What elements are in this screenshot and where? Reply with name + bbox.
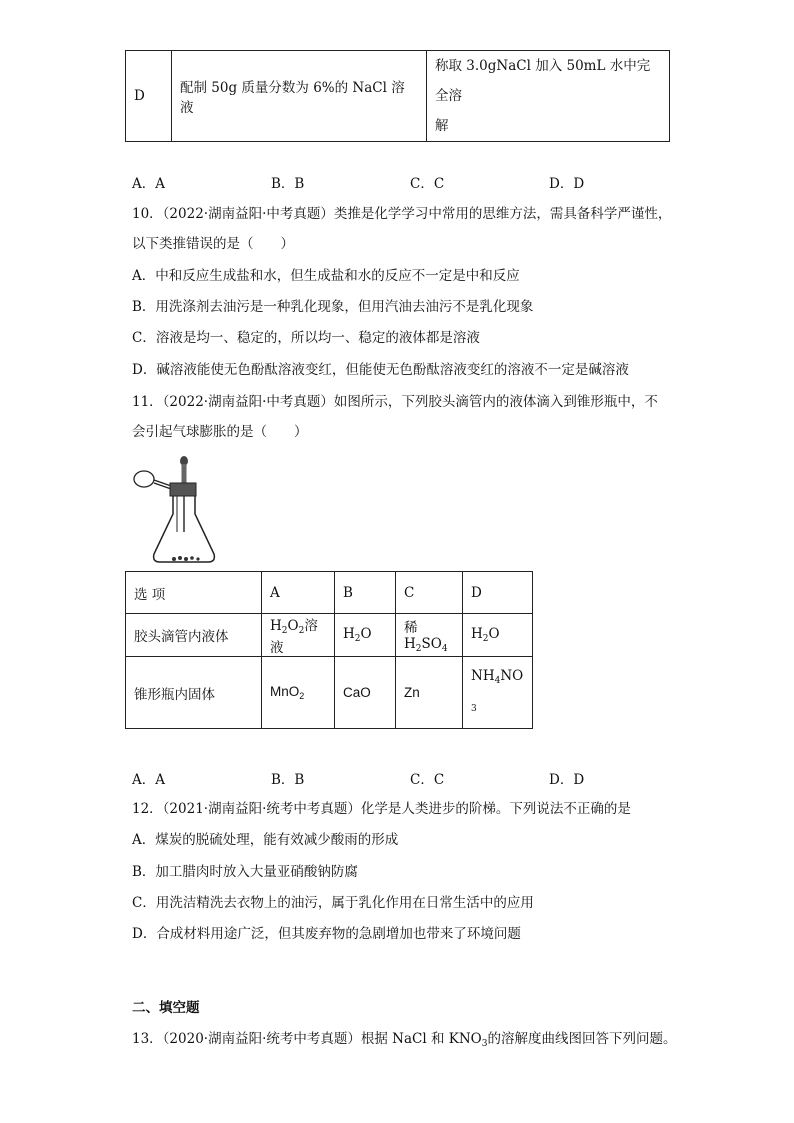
q10-option-a: A．中和反应生成盐和水，但生成盐和水的反应不一定是中和反应 — [132, 268, 520, 284]
q9-method-line1: 称取 3.0gNaCl 加入 50mL 水中完全溶 — [435, 58, 651, 104]
q13-stem: 13．（2020·湖南益阳·统考中考真题）根据 NaCl 和 $KNO_3$的溶解度曲线图回答下列问题。 — [132, 1031, 677, 1049]
q9-table — [125, 50, 670, 142]
q9-options — [132, 172, 652, 192]
q9-row-method — [427, 51, 670, 142]
balloon-icon — [134, 471, 154, 487]
q11-options — [132, 768, 652, 788]
stopper-icon — [170, 483, 196, 496]
q9-option-b: B．B — [271, 176, 305, 192]
q11-option-d: D．D — [549, 772, 585, 788]
q11-stem-line1: 11．（2022·湖南益阳·中考真题）如图所示，下列胶头滴管内的液体滴入到锥形瓶中，不 — [132, 394, 658, 410]
q10-option-b: B．用洗涤剂去油污是一种乳化现象，但用汽油去油污不是乳化现象 — [132, 299, 534, 315]
q9-method-line2: 解 — [435, 118, 449, 134]
q11-row2-label: 锥形瓶内固体 — [126, 657, 262, 729]
q11-row2-d: $NH_4NO$ 3 — [463, 657, 533, 729]
q10-option-d: D．碱溶液能使无色酚酞溶液变红，但能使无色酚酞溶液变红的溶液不一定是碱溶液 — [132, 362, 629, 378]
q11-table — [125, 571, 533, 729]
q10-stem-line1: 10．（2022·湖南益阳·中考真题）类推是化学学习中常用的思维方法，需具备科学严谨性， — [132, 206, 672, 222]
q12-option-d: D．合成材料用途广泛，但其废弃物的急剧增加也带来了环境问题 — [132, 926, 521, 942]
q12-option-b: B．加工腊肉时放入大量亚硝酸钠防腐 — [132, 864, 358, 880]
q11-row2-b: CaO — [335, 657, 396, 729]
q9-option-a: A．A — [132, 176, 165, 192]
q12-option-a: A．煤炭的脱硫处理，能有效减少酸雨的形成 — [132, 832, 399, 848]
q10-option-c: C．溶液是均一、稳定的，所以均一、稳定的液体都是溶液 — [132, 330, 480, 346]
q9-option-d: D．D — [549, 176, 585, 192]
q9-row-label: D — [126, 51, 172, 142]
q9-option-c: C．C — [410, 176, 445, 192]
q11-header-a: A — [262, 572, 335, 614]
q11-option-c: C．C — [410, 772, 445, 788]
q9-row-experiment: 配制 50g 质量分数为 6%的 NaCl 溶液 — [172, 51, 427, 142]
q11-option-b: B．B — [271, 772, 305, 788]
q11-row1-a: $H_2O_2$溶液 — [262, 614, 335, 657]
q11-row1-b: $H_2O$ — [335, 614, 396, 657]
q11-row1-c: 稀 $H_2SO_4$ — [396, 614, 463, 657]
solid-particles — [172, 556, 200, 561]
section-heading: 二、填空题 — [132, 1000, 200, 1016]
q11-header-option: 选 项 — [126, 572, 262, 614]
q11-row1-label: 胶头滴管内液体 — [126, 614, 262, 657]
q11-row1-d: $H_2O$ — [463, 614, 533, 657]
q11-row2-c: Zn — [396, 657, 463, 729]
q11-option-a: A．A — [132, 772, 165, 788]
q11-header-c: C — [396, 572, 463, 614]
q11-header-b: B — [335, 572, 396, 614]
q11-header-d: D — [463, 572, 533, 614]
q12-option-c: C．用洗洁精洗去衣物上的油污，属于乳化作用在日常生活中的应用 — [132, 895, 534, 911]
q12-stem: 12．（2021·湖南益阳·统考中考真题）化学是人类进步的阶梯。下列说法不正确的是 — [132, 801, 631, 817]
q11-stem-line2: 会引起气球膨胀的是（ ） — [132, 424, 308, 440]
q11-row2-a: MnO$_2$ — [262, 657, 335, 729]
q10-stem-line2: 以下类推错误的是（ ） — [132, 236, 294, 252]
flask-with-balloon-figure — [130, 452, 220, 567]
